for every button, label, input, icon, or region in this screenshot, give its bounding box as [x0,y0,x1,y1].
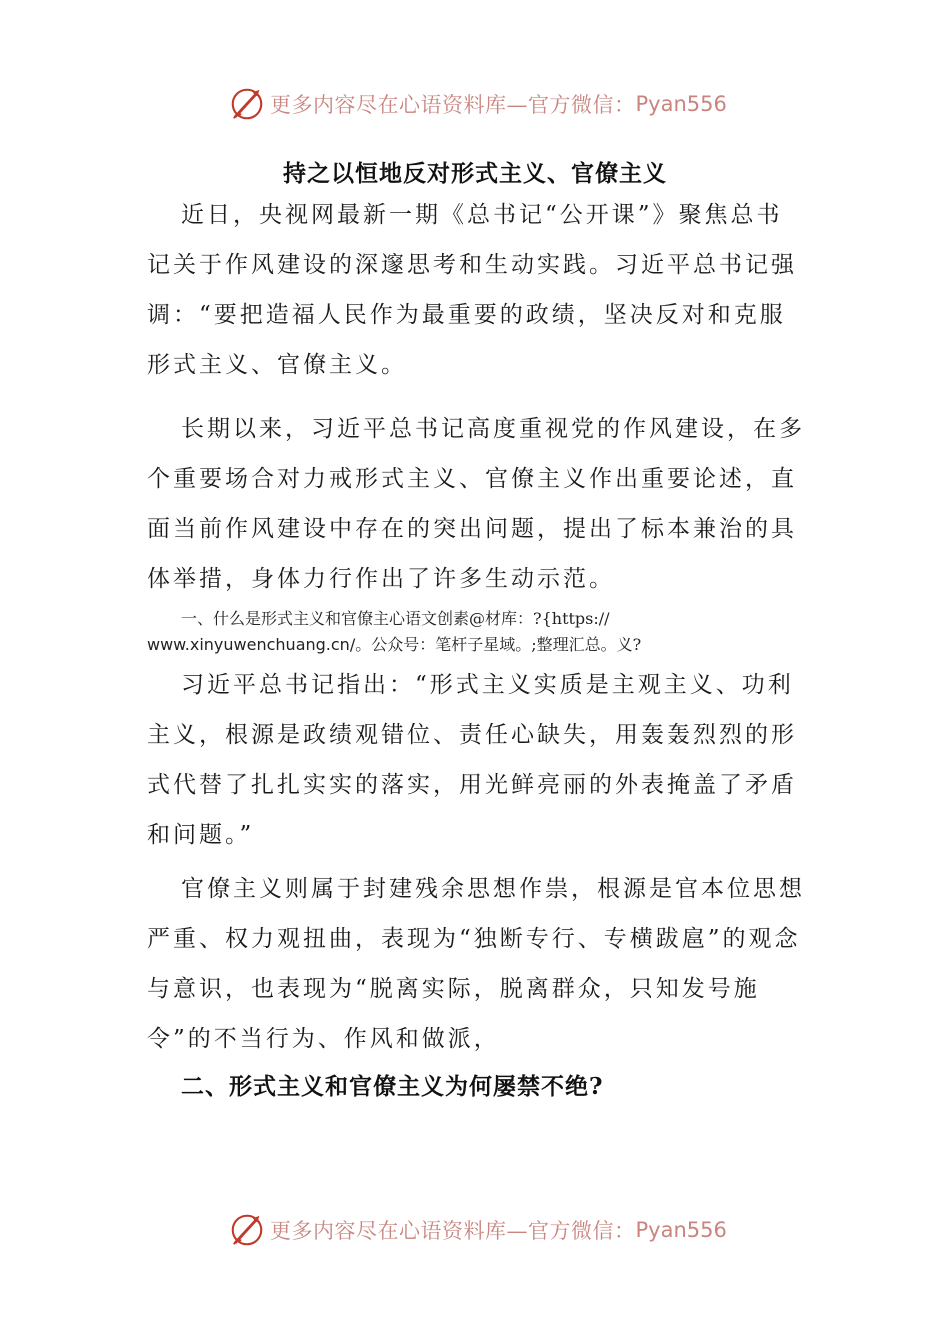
section-heading-2: 二、形式主义和官僚主义为何屡禁不绝? [181,1073,604,1100]
paragraph-2: 长期以来，习近平总书记高度重视党的作风建设，在多个重要场合对力戒形式主义、官僚主义作出重要论述，直面当前作风建设中存在的突出问题，提出了标本兼治的具体举措，身体力行作出了许多生动示范。 [147,416,805,592]
subsection-heading-part1: 一、什么是形式主义和官僚主心语文创素@材库：?{https:// [181,609,610,628]
watermark-brand: Pyan556 [635,92,727,116]
footer-watermark [228,1210,727,1250]
paragraph-4: 官僚主义则属于封建残余思想作祟，根源是官本位思想严重、权力观扭曲，表现为“独断专行、专横跋扈”的观念与意识，也表现为“脱离实际，脱离群众，只知发号施令”的不当行为、作风和做派， [147,876,805,1052]
subsection-heading-part3: 。公众号：笔杆子星域。;整理汇总。义? [355,635,642,654]
header-watermark [228,84,727,124]
document-title: 持之以恒地反对形式主义、官僚主义 [283,160,667,187]
pen-logo-icon [228,1211,266,1249]
subsection-heading-url: www.xinyuwenchuang.cn/ [147,635,356,654]
watermark-text: 更多内容尽在心语资料库—官方微信： [270,93,636,117]
subsection-heading-1 [147,606,707,658]
watermark-text: 更多内容尽在心语资料库—官方微信： [270,1219,636,1243]
paragraph-3: 习近平总书记指出：“形式主义实质是主观主义、功利主义，根源是政绩观错位、责任心缺失，用轰轰烈烈的形式代替了扎扎实实的落实，用光鲜亮丽的外表掩盖了矛盾和问题。” [147,672,797,848]
pen-logo-icon [228,85,266,123]
watermark-brand: Pyan556 [635,1218,727,1242]
paragraph-1: 近日，央视网最新一期《总书记“公开课”》聚焦总书记关于作风建设的深邃思考和生动实践。习近平总书记强调：“要把造福人民作为最重要的政绩，坚决反对和克服形式主义、官僚主义。 [147,202,797,378]
